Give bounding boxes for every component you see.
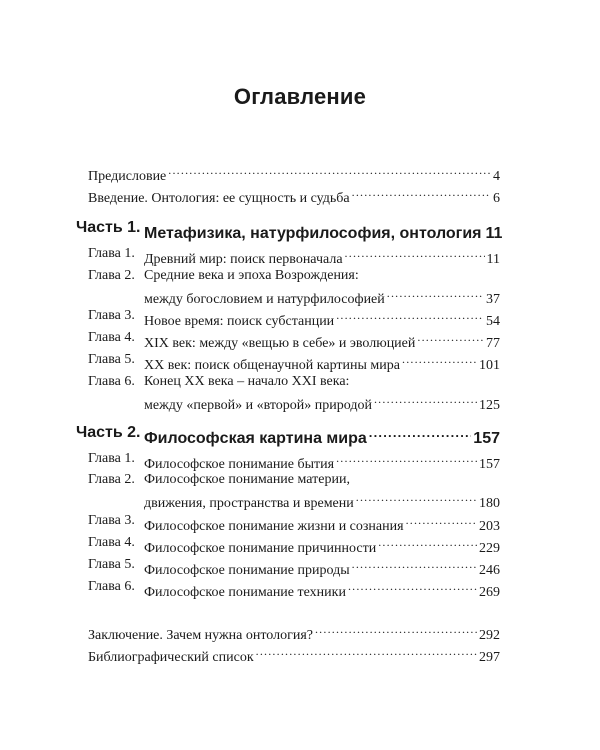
chapter-prefix: Глава 2. [88,472,135,487]
page-title: Оглавление [233,84,367,109]
toc-chapter-2-6[interactable] [144,577,500,602]
toc-entry-label: Заключение. Зачем нужна онтология? [88,628,313,643]
toc-page-number: 157 [479,457,500,472]
chapter-prefix: Глава 3. [88,513,135,528]
chapter-prefix: Глава 5. [88,352,135,367]
toc-page-number: 6 [493,191,500,206]
chapter-prefix: Глава 5. [88,557,135,572]
chapter-title-line-2: между «первой» и «второй» природой [144,398,372,413]
part-1-prefix: Часть 1. [76,219,141,236]
dot-leader [406,511,477,530]
toc-page-number: 54 [486,314,500,329]
toc-page-number: 4 [493,169,500,184]
dot-leader [378,533,477,552]
chapter-prefix: Глава 6. [88,374,135,389]
chapter-title: Новое время: поиск субстанции [144,314,335,329]
chapter-title-line-2: движения, пространства и времени [144,496,354,511]
toc-page-number: 11 [486,252,500,267]
toc-page-number: 77 [486,336,500,351]
toc-entry-label: Введение. Онтология: ее сущность и судьба [88,191,350,206]
toc-page-number: 246 [479,563,500,578]
chapter-title: Философское понимание природы [144,563,350,578]
dot-leader [387,284,484,303]
dot-leader [356,488,477,507]
part-title: Метафизика, натурфилософия, онтология [144,225,482,242]
chapter-prefix: Глава 6. [88,579,135,594]
toc-entry-introduction[interactable] [88,183,500,208]
chapter-title: Философское понимание жизни и сознания [144,519,404,534]
chapter-title: XIX век: между «вещью в себе» и эволюцией [144,336,416,351]
chapter-prefix: Глава 4. [88,535,135,550]
toc-part-1[interactable] [144,217,503,244]
toc-page-number: 157 [473,430,500,447]
toc-chapter-2-2[interactable] [144,488,500,513]
dot-leader [348,577,477,596]
chapter-title-line-2: между богословием и натурфилософией [144,292,385,307]
dot-leader [168,161,491,180]
chapter-title-line-1[interactable]: Средние века и эпоха Возрождения: [144,268,359,283]
chapter-prefix: Глава 3. [88,308,135,323]
chapter-title-line-1[interactable]: Философское понимание материи, [144,472,350,487]
dot-leader [336,449,477,468]
chapter-title: Философское понимание бытия [144,457,335,472]
dot-leader [256,642,477,661]
toc-page-number: 229 [479,541,500,556]
chapter-title-line-1[interactable]: Конец XX века – начало XXI века: [144,374,350,389]
chapter-prefix: Глава 1. [88,246,135,261]
part-title: Философская картина мира [144,430,367,447]
dot-leader [345,244,485,263]
toc-page-number: 297 [479,650,500,665]
chapter-prefix: Глава 1. [88,451,135,466]
chapter-prefix: Глава 4. [88,330,135,345]
toc-page-number: 180 [479,496,500,511]
toc-entry-label: Библиографический список [88,650,254,665]
toc-page-number: 203 [479,519,500,534]
toc-entry-bibliography[interactable] [88,642,500,667]
toc-chapter-1-6[interactable] [144,390,500,415]
toc-page-number: 37 [486,292,500,307]
toc-page-number: 125 [479,398,500,413]
dot-leader [352,555,477,574]
chapter-title: Философское понимание техники [144,585,346,600]
toc-part-2[interactable] [144,422,500,449]
toc-page-number: 269 [479,585,500,600]
chapter-title: Древний мир: поиск первоначала [144,252,343,267]
dot-leader [315,620,477,639]
part-2-prefix: Часть 2. [76,424,141,441]
dot-leader [417,328,484,347]
toc-page-number: 11 [485,225,503,242]
toc-page-number: 292 [479,628,500,643]
toc-page-number: 101 [479,358,500,373]
dot-leader [374,390,477,409]
chapter-title: Философское понимание причинности [144,541,377,556]
dot-leader [402,350,477,369]
dot-leader [336,306,484,325]
toc-entry-label: Предисловие [88,169,167,184]
chapter-title: XX век: поиск общенаучной картины мира [144,358,400,373]
chapter-prefix: Глава 2. [88,268,135,283]
dot-leader [369,422,472,443]
dot-leader [352,183,491,202]
